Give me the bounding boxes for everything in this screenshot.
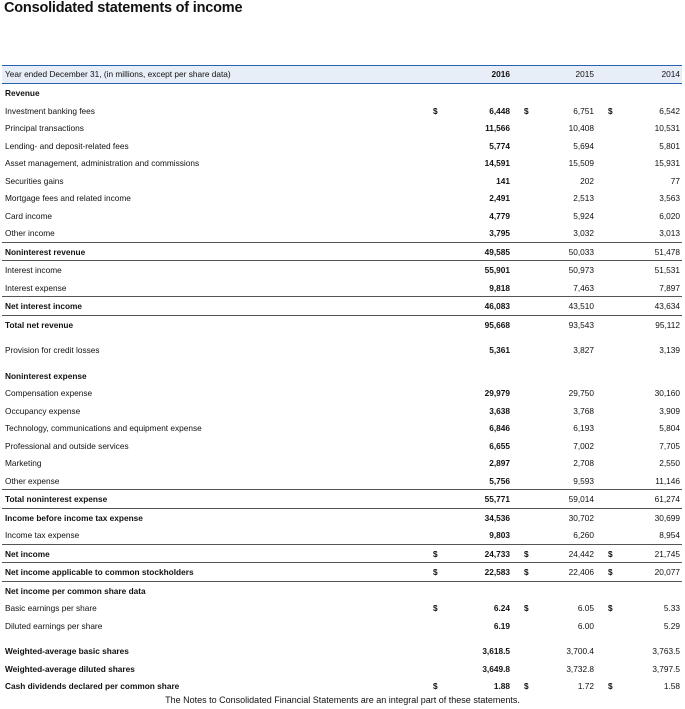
row-label: Compensation expense [5, 388, 93, 398]
dollar-sign: $ [433, 105, 438, 116]
dollar-sign: $ [433, 548, 438, 559]
row-label: Net income per common share data [5, 585, 146, 596]
value-2014: 10,531 [654, 123, 680, 133]
year-2016-header: 2016 [491, 69, 510, 79]
dollar-sign: $ [608, 567, 613, 577]
dollar-sign: $ [608, 603, 613, 613]
value-2016: 3,649.8 [482, 663, 510, 674]
value-2016: 14,591 [484, 158, 510, 168]
value-2016: 3,618.5 [482, 646, 510, 656]
header-label: Year ended December 31, (in millions, except per share data) [5, 69, 231, 79]
row-label: Income before income tax expense [5, 512, 143, 523]
value-2014: 5.29 [663, 620, 680, 631]
table-row [2, 119, 682, 137]
value-2015: 50,973 [568, 265, 594, 275]
row-label: Income tax expense [5, 530, 80, 540]
value-2016: 9,818 [489, 282, 510, 293]
value-2015: 30,702 [568, 512, 594, 523]
value-2016: 4,779 [489, 210, 510, 221]
dollar-sign: $ [608, 548, 613, 559]
value-2015: 10,408 [568, 123, 594, 133]
row-label: Card income [5, 210, 53, 221]
value-2015: 6,193 [573, 423, 594, 433]
value-2016: 11,566 [485, 123, 510, 133]
row-label: Net interest income [5, 301, 82, 311]
table-row [2, 562, 682, 581]
value-2014: 7,705 [659, 440, 680, 451]
table-row [2, 315, 682, 334]
row-label: Securities gains [5, 175, 64, 186]
value-2015: 7,463 [573, 282, 594, 293]
row-label: Basic earnings per share [5, 603, 97, 613]
value-2015: 1.72 [577, 681, 594, 691]
footnote: The Notes to Consolidated Financial Statements are an integral part of these statements. [165, 695, 520, 705]
value-2014: 3,139 [659, 345, 680, 355]
table-row [2, 207, 682, 225]
value-2016: 141 [496, 175, 510, 186]
value-2016: 6,846 [489, 423, 510, 433]
value-2016: 9,803 [489, 530, 510, 540]
value-2016: 3,795 [489, 228, 510, 238]
value-2015: 7,002 [573, 440, 594, 451]
table-row [2, 526, 682, 544]
value-2015: 6.00 [577, 620, 594, 631]
row-label: Revenue [5, 88, 40, 98]
value-2016: 5,756 [489, 475, 510, 486]
row-label: Total noninterest expense [5, 494, 108, 504]
value-2014: 1.58 [663, 681, 680, 691]
value-2014: 11,146 [655, 475, 680, 486]
table-row [2, 242, 682, 261]
value-2014: 51,531 [654, 265, 680, 275]
value-2014: 3,909 [659, 405, 680, 416]
value-2015: 3,827 [573, 345, 594, 355]
table-row [2, 224, 682, 242]
value-2015: 15,509 [568, 158, 594, 168]
table-row [2, 172, 682, 190]
value-2014: 30,160 [654, 388, 680, 398]
value-2015: 24,442 [568, 548, 594, 559]
value-2016: 2,491 [489, 193, 510, 203]
value-2015: 6,260 [573, 530, 594, 540]
value-2014: 3,013 [659, 228, 680, 238]
value-2015: 29,750 [568, 388, 594, 398]
table-row [2, 341, 682, 359]
table-row [2, 367, 682, 385]
value-2014: 51,478 [654, 246, 680, 257]
value-2015: 2,708 [573, 458, 594, 468]
value-2016: 6,655 [489, 440, 510, 451]
value-2015: 5,694 [573, 140, 594, 151]
value-2016: 5,774 [489, 140, 510, 151]
value-2015: 3,768 [573, 405, 594, 416]
row-label: Marketing [5, 458, 42, 468]
table-row [2, 402, 682, 420]
table-row [2, 472, 682, 490]
value-2015: 93,543 [568, 319, 594, 330]
value-2016: 49,585 [484, 246, 510, 257]
dollar-sign: $ [433, 567, 438, 577]
table-header [2, 65, 682, 84]
value-2015: 202 [580, 175, 594, 186]
value-2015: 22,406 [568, 567, 594, 577]
page-title: Consolidated statements of income [4, 0, 243, 16]
dollar-sign: $ [524, 567, 529, 577]
row-label: Occupancy expense [5, 405, 81, 416]
value-2016: 34,536 [484, 512, 510, 523]
table-row [2, 489, 682, 508]
value-2015: 59,014 [568, 494, 594, 504]
row-label: Principal transactions [5, 123, 84, 133]
value-2015: 43,510 [568, 301, 594, 311]
value-2014: 20,077 [654, 567, 680, 577]
table-row [2, 154, 682, 172]
row-label: Total net revenue [5, 319, 74, 330]
value-2016: 24,733 [484, 548, 510, 559]
year-2014-header: 2014 [661, 69, 680, 79]
row-label: Interest income [5, 265, 62, 275]
dollar-sign: $ [524, 548, 529, 559]
table-row [2, 279, 682, 297]
value-2014: 30,699 [654, 512, 680, 523]
value-2014: 3,763.5 [652, 646, 680, 656]
value-2016: 6.19 [493, 620, 510, 631]
table-row [2, 508, 682, 527]
row-label: Professional and outside services [5, 440, 129, 451]
table-row [2, 419, 682, 437]
table-row [2, 437, 682, 455]
row-label: Diluted earnings per share [5, 620, 103, 631]
table-row [2, 260, 682, 279]
dollar-sign: $ [433, 681, 438, 691]
value-2014: 21,745 [654, 548, 680, 559]
value-2014: 6,020 [659, 210, 680, 221]
table-row [2, 84, 682, 102]
row-label: Weighted-average basic shares [5, 646, 129, 656]
value-2015: 3,032 [573, 228, 594, 238]
value-2014: 7,897 [659, 282, 680, 293]
value-2016: 6.24 [493, 603, 510, 613]
value-2016: 95,668 [484, 319, 510, 330]
row-label: Noninterest expense [5, 370, 87, 381]
income-statement-table [2, 65, 682, 695]
value-2014: 5.33 [663, 603, 680, 613]
value-2016: 3,638 [489, 405, 510, 416]
value-2015: 3,732.8 [566, 663, 594, 674]
value-2014: 5,804 [659, 423, 680, 433]
value-2015: 50,033 [568, 246, 594, 257]
table-row [2, 137, 682, 155]
value-2016: 5,361 [489, 345, 510, 355]
row-label: Mortgage fees and related income [5, 193, 131, 203]
table-row [2, 102, 682, 120]
value-2016: 55,901 [484, 265, 510, 275]
value-2014: 5,801 [659, 140, 680, 151]
table-row [2, 296, 682, 315]
value-2016: 6,448 [489, 105, 510, 116]
table-row [2, 544, 682, 563]
table-row [2, 581, 682, 600]
value-2016: 46,083 [484, 301, 510, 311]
table-row [2, 599, 682, 617]
value-2014: 6,542 [659, 105, 680, 116]
value-2014: 8,954 [659, 530, 680, 540]
value-2014: 2,550 [659, 458, 680, 468]
table-row [2, 677, 682, 695]
value-2014: 95,112 [655, 319, 680, 330]
dollar-sign: $ [608, 105, 613, 116]
table-body [2, 84, 682, 695]
row-label: Cash dividends declared per common share [5, 681, 180, 691]
value-2016: 29,979 [484, 388, 510, 398]
value-2014: 3,563 [659, 193, 680, 203]
value-2016: 22,583 [484, 567, 510, 577]
table-row [2, 454, 682, 472]
row-label: Lending- and deposit-related fees [5, 140, 129, 151]
dollar-sign: $ [524, 681, 529, 691]
dollar-sign: $ [524, 105, 529, 116]
dollar-sign: $ [524, 603, 529, 613]
row-label: Other expense [5, 475, 60, 486]
value-2015: 9,593 [573, 475, 594, 486]
row-label: Net income applicable to common stockholders [5, 567, 194, 577]
value-2014: 15,931 [654, 158, 680, 168]
table-row [2, 384, 682, 402]
row-label: Interest expense [5, 282, 67, 293]
row-label: Weighted-average diluted shares [5, 663, 135, 674]
row-label: Asset management, administration and commissions [5, 158, 200, 168]
value-2015: 6,751 [573, 105, 594, 116]
value-2015: 3,700.4 [566, 646, 594, 656]
value-2015: 5,924 [573, 210, 594, 221]
value-2016: 55,771 [484, 494, 510, 504]
value-2016: 2,897 [489, 458, 510, 468]
table-row [2, 660, 682, 678]
row-label: Technology, communications and equipment expense [5, 423, 202, 433]
value-2014: 77 [670, 175, 680, 186]
dollar-sign: $ [608, 681, 613, 691]
value-2015: 6.05 [577, 603, 594, 613]
value-2014: 43,634 [654, 301, 680, 311]
value-2014: 3,797.5 [652, 663, 680, 674]
table-row [2, 189, 682, 207]
row-label: Provision for credit losses [5, 345, 100, 355]
row-label: Net income [5, 548, 50, 559]
dollar-sign: $ [433, 603, 438, 613]
year-2015-header: 2015 [575, 69, 594, 79]
row-label: Investment banking fees [5, 105, 95, 116]
value-2015: 2,513 [573, 193, 594, 203]
row-label: Other income [5, 228, 55, 238]
value-2014: 61,274 [654, 494, 680, 504]
row-label: Noninterest revenue [5, 246, 86, 257]
value-2016: 1.88 [493, 681, 510, 691]
table-row [2, 642, 682, 660]
table-row [2, 617, 682, 635]
